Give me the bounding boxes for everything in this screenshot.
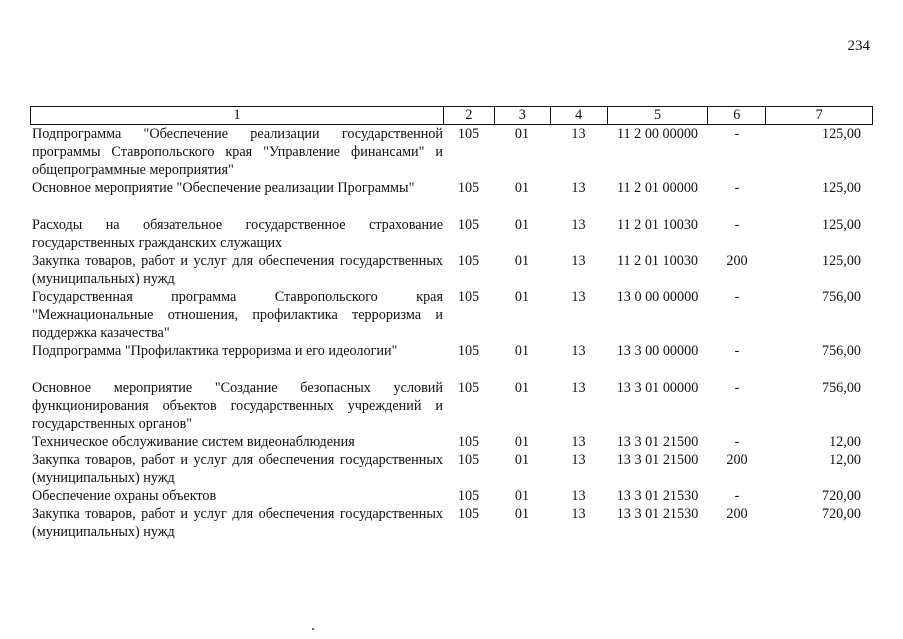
row-ved: 105 bbox=[457, 343, 480, 359]
row-pr: 13 bbox=[571, 434, 586, 450]
row-name: Государственная программа Ставропольского края "Межнациональные отношения, профилактика терроризма и поддержка казачества" bbox=[32, 289, 443, 341]
table-row bbox=[30, 342, 873, 360]
row-name: Подпрограмма "Обеспечение реализации государственной программы Ставропольского края "Управление финансами" и общепрограммные мероприятия" bbox=[32, 126, 443, 178]
table-row bbox=[30, 505, 873, 541]
row-sum: 12,00 bbox=[829, 452, 861, 468]
row-ved: 105 bbox=[457, 126, 480, 142]
row-ved: 105 bbox=[457, 253, 480, 269]
row-rz: 01 bbox=[514, 180, 530, 196]
row-sum: 12,00 bbox=[829, 434, 861, 450]
row-csr: 13 3 01 21530 bbox=[616, 488, 699, 504]
row-name: Основное мероприятие "Создание безопасных условий функционирования объектов государственных учреждений и государственных органов" bbox=[32, 380, 443, 432]
row-rz: 01 bbox=[514, 343, 530, 359]
row-rz: 01 bbox=[514, 253, 530, 269]
row-pr: 13 bbox=[571, 488, 586, 504]
table-row bbox=[30, 487, 873, 505]
row-vr: 200 bbox=[726, 452, 748, 468]
page-number: 234 bbox=[847, 38, 870, 54]
row-pr: 13 bbox=[571, 380, 586, 396]
table-row bbox=[30, 179, 873, 197]
row-sum: 756,00 bbox=[821, 343, 861, 359]
row-sum: 125,00 bbox=[821, 217, 861, 233]
row-spacer bbox=[30, 360, 873, 379]
table-row bbox=[30, 379, 873, 433]
row-vr: - bbox=[734, 434, 740, 450]
row-name: Расходы на обязательное государственное страхование государственных гражданских служащих bbox=[32, 217, 443, 251]
row-pr: 13 bbox=[571, 126, 586, 142]
row-ved: 105 bbox=[457, 380, 480, 396]
header-col-3: 3 bbox=[494, 107, 550, 124]
row-name: Закупка товаров, работ и услуг для обеспечения государственных (муниципальных) нужд bbox=[32, 506, 443, 540]
row-csr: 11 2 01 10030 bbox=[616, 253, 699, 269]
row-ved: 105 bbox=[457, 434, 480, 450]
row-pr: 13 bbox=[571, 343, 586, 359]
header-col-1: 1 bbox=[233, 107, 241, 123]
row-rz: 01 bbox=[514, 488, 530, 504]
row-pr: 13 bbox=[571, 253, 586, 269]
table-row bbox=[30, 216, 873, 252]
row-sum: 125,00 bbox=[821, 180, 861, 196]
row-vr: - bbox=[734, 488, 740, 504]
row-vr: - bbox=[734, 217, 740, 233]
table-row bbox=[30, 252, 873, 288]
row-pr: 13 bbox=[571, 506, 586, 522]
row-name: Закупка товаров, работ и услуг для обеспечения государственных (муниципальных) нужд bbox=[32, 253, 443, 287]
row-sum: 125,00 bbox=[821, 253, 861, 269]
row-csr: 11 2 01 00000 bbox=[616, 180, 699, 196]
row-name: Подпрограмма "Профилактика терроризма и его идеологии" bbox=[32, 343, 398, 359]
row-csr: 13 3 01 21530 bbox=[616, 506, 699, 522]
row-csr: 13 0 00 00000 bbox=[616, 289, 699, 305]
row-vr: 200 bbox=[726, 506, 748, 522]
row-rz: 01 bbox=[514, 380, 530, 396]
header-col-4: 4 bbox=[550, 107, 607, 124]
row-sum: 756,00 bbox=[821, 380, 861, 396]
row-vr: - bbox=[734, 126, 740, 142]
row-sum: 720,00 bbox=[821, 506, 861, 522]
table-row bbox=[30, 125, 873, 179]
scan-speck bbox=[312, 628, 314, 630]
row-ved: 105 bbox=[457, 506, 480, 522]
row-pr: 13 bbox=[571, 180, 586, 196]
row-vr: 200 bbox=[726, 253, 748, 269]
row-ved: 105 bbox=[457, 289, 480, 305]
header-col-5: 5 bbox=[607, 107, 708, 124]
row-ved: 105 bbox=[457, 452, 480, 468]
row-rz: 01 bbox=[514, 506, 530, 522]
table-row bbox=[30, 288, 873, 342]
row-rz: 01 bbox=[514, 126, 530, 142]
row-pr: 13 bbox=[571, 217, 586, 233]
budget-table bbox=[30, 106, 873, 541]
row-ved: 105 bbox=[457, 180, 480, 196]
row-rz: 01 bbox=[514, 434, 530, 450]
header-col-2: 2 bbox=[443, 107, 494, 124]
row-sum: 125,00 bbox=[821, 126, 861, 142]
row-ved: 105 bbox=[457, 217, 480, 233]
row-rz: 01 bbox=[514, 452, 530, 468]
row-sum: 720,00 bbox=[821, 488, 861, 504]
row-vr: - bbox=[734, 180, 740, 196]
header-col-7: 7 bbox=[765, 107, 872, 124]
row-csr: 13 3 01 00000 bbox=[616, 380, 699, 396]
row-pr: 13 bbox=[571, 289, 586, 305]
table-row bbox=[30, 433, 873, 451]
row-vr: - bbox=[734, 343, 740, 359]
row-vr: - bbox=[734, 380, 740, 396]
table-row bbox=[30, 451, 873, 487]
row-sum: 756,00 bbox=[821, 289, 861, 305]
table-header-row bbox=[30, 106, 873, 125]
row-csr: 13 3 01 21500 bbox=[616, 452, 699, 468]
row-csr: 11 2 00 00000 bbox=[616, 126, 699, 142]
row-pr: 13 bbox=[571, 452, 586, 468]
row-csr: 11 2 01 10030 bbox=[616, 217, 699, 233]
row-ved: 105 bbox=[457, 488, 480, 504]
row-csr: 13 3 00 00000 bbox=[616, 343, 699, 359]
row-spacer bbox=[30, 197, 873, 216]
row-name: Закупка товаров, работ и услуг для обеспечения государственных (муниципальных) нужд bbox=[32, 452, 443, 486]
header-col-6: 6 bbox=[707, 107, 765, 124]
row-csr: 13 3 01 21500 bbox=[616, 434, 699, 450]
row-rz: 01 bbox=[514, 217, 530, 233]
row-vr: - bbox=[734, 289, 740, 305]
row-name: Техническое обслуживание систем видеонаблюдения bbox=[32, 434, 355, 450]
row-name: Обеспечение охраны объектов bbox=[32, 488, 217, 504]
row-rz: 01 bbox=[514, 289, 530, 305]
row-name: Основное мероприятие "Обеспечение реализации Программы" bbox=[32, 180, 415, 196]
